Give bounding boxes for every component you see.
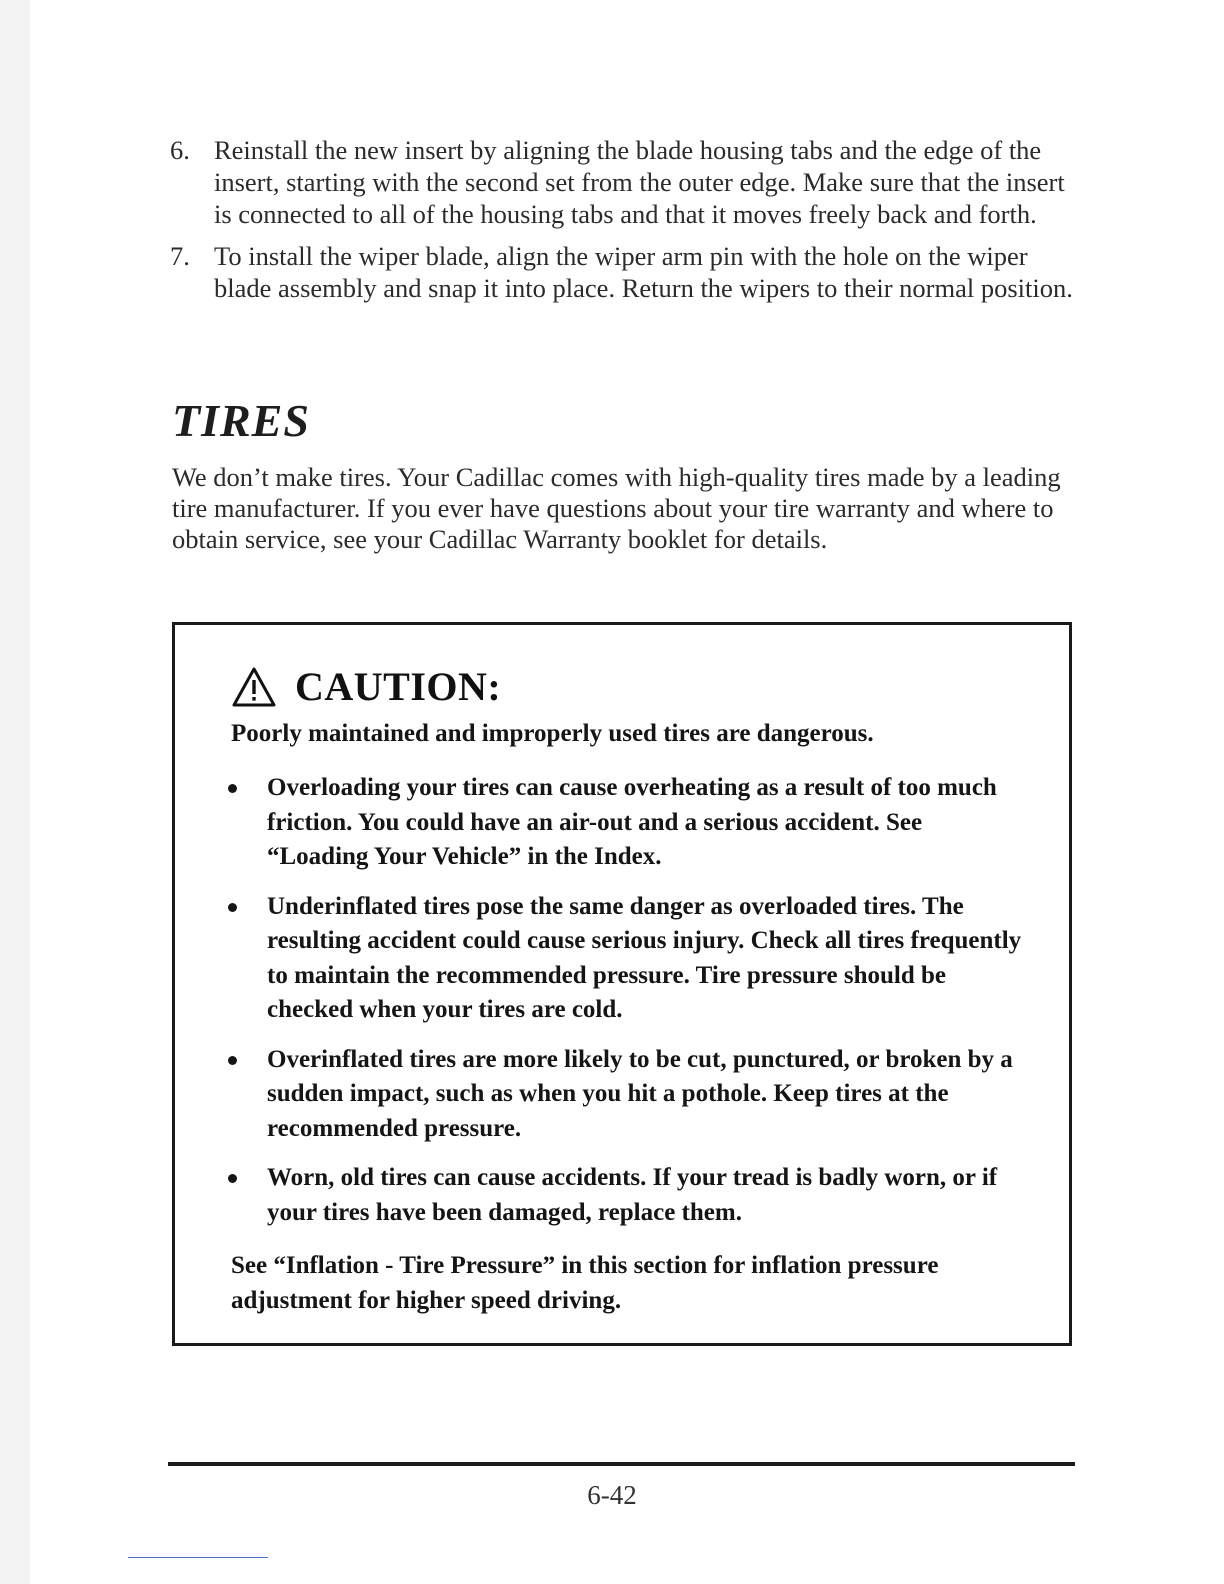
step-item (170, 134, 1075, 230)
caution-bullet-text: Overloading your tires can cause overheating as a result of too much friction. You could have an air-out and a serious accident. See “Loading Your Vehicle” in the Index. (267, 774, 997, 870)
caution-bullet-text: Underinflated tires pose the same danger as overloaded tires. The resulting accident could cause serious injury. Check all tires frequently to maintain the recommended pressure. Tire pressure should be checked when your tires are cold. (267, 892, 1022, 1023)
step-number: 6. (170, 135, 190, 165)
warning-triangle-icon (231, 666, 277, 708)
bottom-link-underline (128, 1557, 268, 1558)
caution-bullet (225, 1043, 1025, 1147)
step-number: 7. (170, 241, 190, 271)
page-edge-shade (0, 0, 30, 1584)
caution-title: CAUTION: (295, 664, 502, 709)
step-item (170, 240, 1075, 304)
caution-bullet (225, 1161, 1025, 1230)
caution-box (172, 622, 1072, 1346)
step-text: To install the wiper blade, align the wiper arm pin with the hole on the wiper blade assembly and snap it into place. Return the wipers to their normal position. (214, 241, 1073, 303)
caution-header (231, 663, 501, 710)
section-title: TIRES (172, 395, 310, 446)
section-intro: We don’t make tires. Your Cadillac comes with high-quality tires made by a leading tire manufacturer. If you ever have questions about your tire warranty and where to obtain service, see your Cadillac Warranty booklet for details. (172, 462, 1061, 554)
bullet-dot-icon (228, 784, 237, 793)
caution-bullet (225, 890, 1025, 1028)
caution-bullet-text: Worn, old tires can cause accidents. If your tread is badly worn, or if your tires have been damaged, replace them. (267, 1164, 998, 1226)
caution-bullet-text: Overinflated tires are more likely to be cut, punctured, or broken by a sudden impact, such as when you hit a pothole. Keep tires at the recommended pressure. (267, 1045, 1013, 1142)
caution-lead: Poorly maintained and improperly used tires are dangerous. (231, 720, 874, 747)
page-number: 6-42 (587, 1480, 637, 1510)
footer-divider (168, 1462, 1075, 1466)
step-text: Reinstall the new insert by aligning the blade housing tabs and the edge of the insert, starting with the second set from the outer edge. Make sure that the insert is connected to all of the housing tabs and that it moves freely back and forth. (214, 135, 1065, 229)
bullet-dot-icon (228, 1174, 237, 1183)
caution-bullets (225, 771, 1025, 1245)
caution-footer: See “Inflation - Tire Pressure” in this section for inflation pressure adjustment for higher speed driving. (231, 1252, 939, 1314)
bullet-dot-icon (228, 903, 237, 912)
bullet-dot-icon (228, 1056, 237, 1065)
caution-bullet (225, 771, 1025, 875)
instruction-steps (170, 134, 1075, 314)
